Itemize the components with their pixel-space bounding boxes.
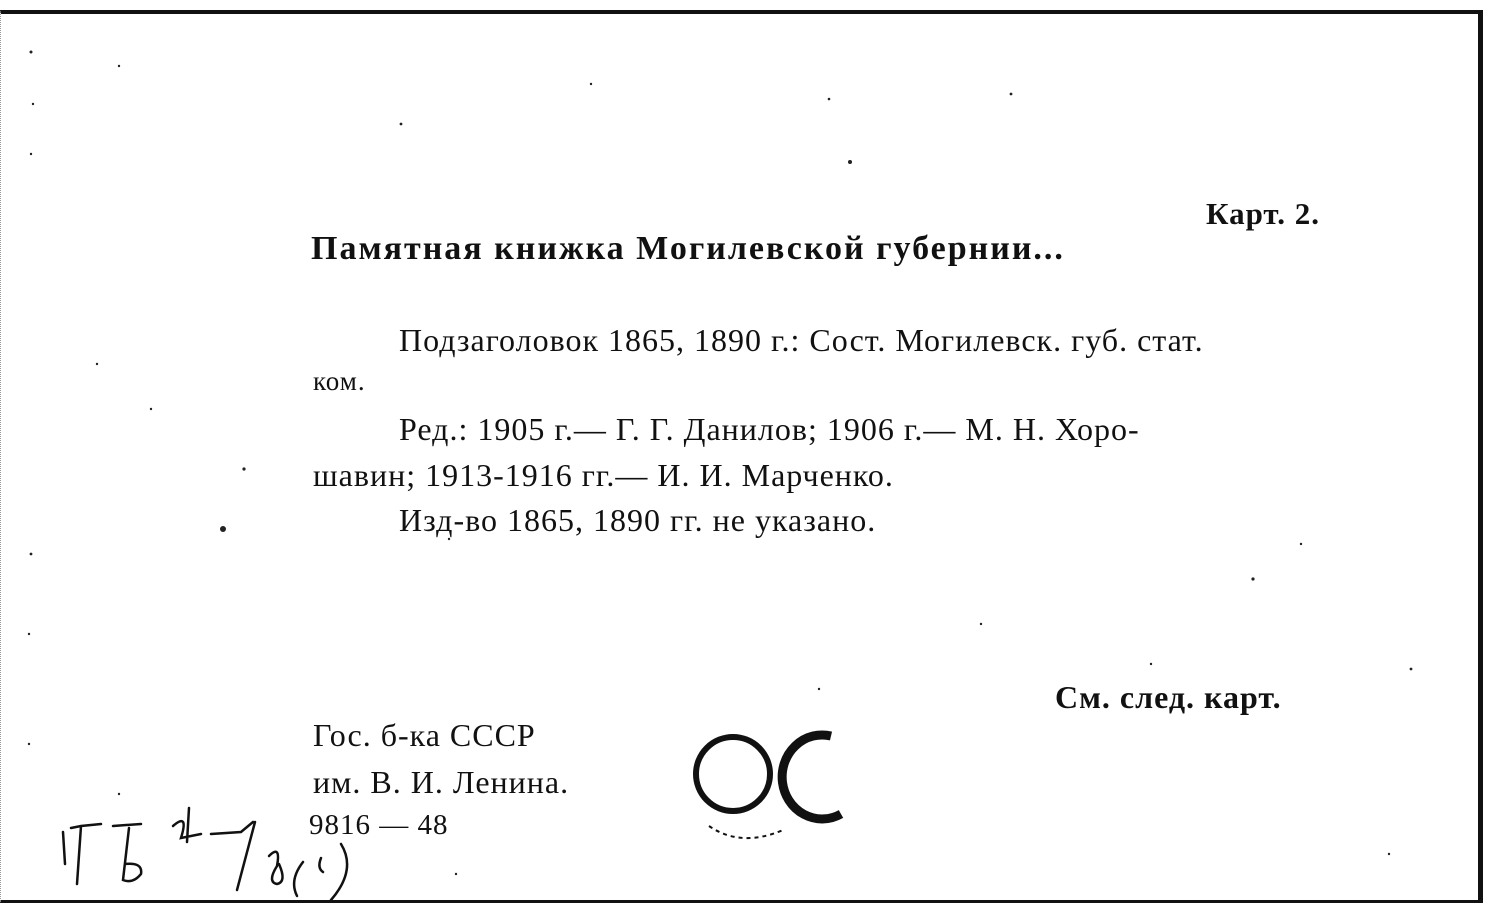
library-name-line-2: им. В. И. Ленина. (313, 764, 570, 800)
catalog-card (0, 10, 1483, 903)
publisher-note: Изд-во 1865, 1890 гг. не указано. (399, 502, 877, 538)
editors-line-1: Ред.: 1905 г.— Г. Г. Данилов; 1906 г.— М. Н. Хоро- (399, 411, 1140, 447)
subtitle-line-1: Подзаголовок 1865, 1890 г.: Сост. Могилевск. губ. стат. (399, 322, 1204, 358)
subtitle-line-2: ком. (313, 366, 366, 396)
editors-line-2: шавин; 1913-1916 гг.— И. И. Марченко. (313, 457, 894, 493)
card-title: Памятная книжка Могилевской губернии... (311, 230, 1065, 267)
card-number: Карт. 2. (1206, 196, 1321, 231)
paper-specks (1, 14, 1481, 904)
library-name-line-1: Гос. б-ка СССР (313, 717, 536, 753)
library-accession-number: 9816 — 48 (309, 809, 449, 841)
see-next-card: См. след. карт. (1055, 679, 1282, 715)
